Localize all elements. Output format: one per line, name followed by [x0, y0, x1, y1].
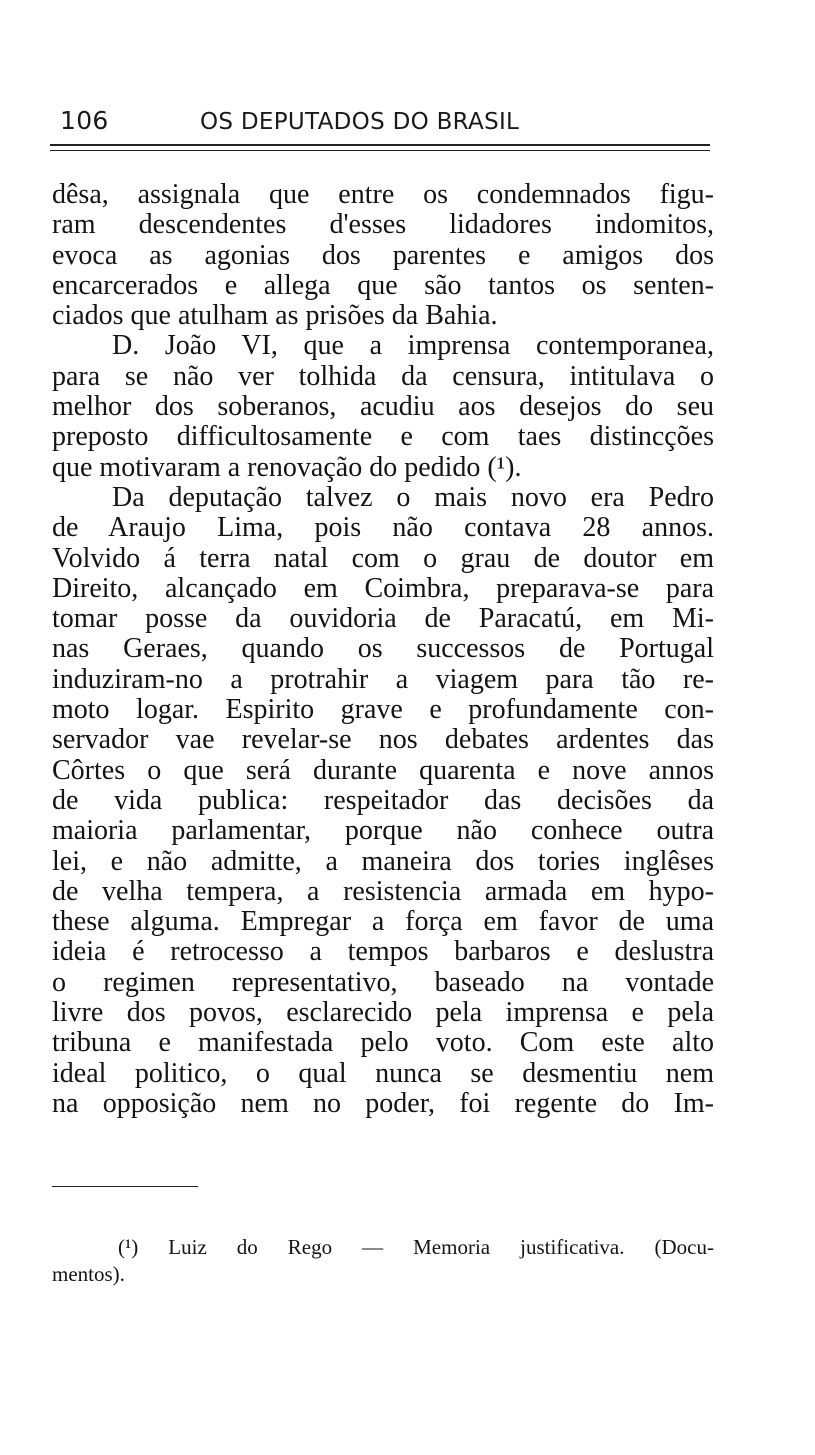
text-line: Direito, alcançado em Coimbra, preparava-se para — [52, 572, 714, 604]
text-line: ciados que atulham as prisões da Bahia. — [52, 300, 498, 332]
text-line: para se não ver tolhida da censura, intitulava o — [52, 360, 714, 392]
text-line: ideal politico, o qual nunca se desmentiu nem — [52, 1057, 714, 1089]
footnote-line: (¹) Luiz do Rego — Memoria justificativa. (Docu- — [118, 1235, 714, 1259]
body-text — [52, 180, 714, 1119]
text-line: induziram-no a protrahir a viagem para tão re- — [52, 663, 714, 695]
text-line: these alguma. Empregar a força em favor de uma — [52, 906, 714, 938]
text-line: tomar posse da ouvidoria de Paracatú, em Mi- — [52, 603, 714, 635]
text-line: Da deputação talvez o mais novo era Pedro — [112, 481, 714, 513]
header-rule — [50, 144, 710, 146]
text-line: Côrtes o que será durante quarenta e nove annos — [52, 754, 714, 786]
footnote-line: mentos). — [52, 1262, 125, 1286]
text-line: ram descendentes d'esses lidadores indomitos, — [52, 209, 714, 241]
text-line: ideia é retrocesso a tempos barbaros e deslustra — [52, 936, 714, 968]
text-line: preposto difficultosamente e com taes distincções — [52, 421, 714, 453]
text-line: o regimen representativo, baseado na vontade — [52, 966, 714, 998]
text-line: lei, e não admitte, a maneira dos tories inglêses — [52, 845, 714, 877]
text-line: maioria parlamentar, porque não conhece outra — [52, 815, 714, 847]
text-line: livre dos povos, esclarecido pela imprensa e pela — [52, 997, 714, 1029]
text-line: dêsa, assignala que entre os condemnados figu- — [52, 179, 714, 210]
footnote — [52, 1234, 714, 1288]
page-number: 106 — [60, 106, 109, 135]
text-line: moto logar. Espirito grave e profundamente con- — [52, 694, 714, 726]
text-line: Volvido á terra natal com o grau de doutor em — [52, 542, 714, 574]
text-line: nas Geraes, quando os successos de Portugal — [52, 633, 714, 665]
text-line: de Araujo Lima, pois não contava 28 annos. — [52, 512, 714, 544]
footnote-rule — [52, 1186, 198, 1187]
text-line: D. João VI, que a imprensa contemporanea, — [112, 330, 714, 362]
text-line: evoca as agonias dos parentes e amigos dos — [52, 239, 714, 271]
text-line: de velha tempera, a resistencia armada em hypo- — [52, 875, 714, 907]
text-line: encarcerados e allega que são tantos os senten- — [52, 269, 714, 301]
running-head — [52, 106, 712, 146]
text-line: tribuna e manifestada pelo voto. Com este alto — [52, 1027, 714, 1059]
running-title: OS DEPUTADOS DO BRASIL — [200, 109, 520, 135]
text-line: de vida publica: respeitador das decisões da — [52, 784, 714, 816]
text-line: servador vae revelar-se nos debates ardentes das — [52, 724, 714, 756]
text-line: que motivaram a renovação do pedido (¹). — [52, 451, 522, 483]
text-line: na opposição nem no poder, foi regente do Im- — [52, 1087, 714, 1119]
header-rule-thin — [50, 150, 710, 151]
text-line: melhor dos soberanos, acudiu aos desejos do seu — [52, 391, 714, 423]
